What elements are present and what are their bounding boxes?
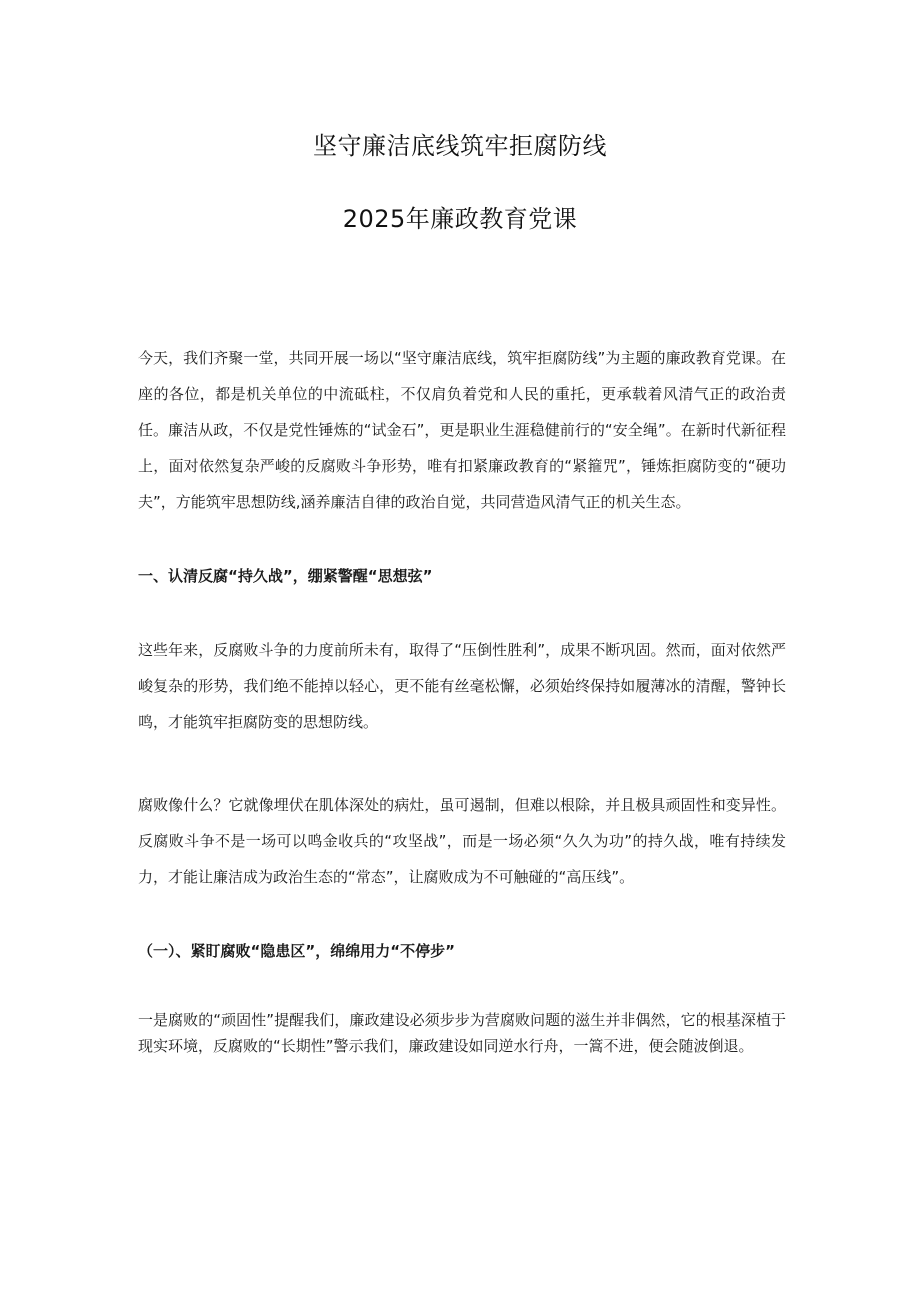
document-title: 坚守廉洁底线筑牢拒腐防线 [313,132,607,160]
document-subtitle: 2025年廉政教育党课 [342,205,578,233]
subsection1-paragraph: 一是腐败的“顽固性”提醒我们，廉政建设必须步步为营腐败问题的滋生并非偶然，它的根基深植于现实环境，反腐败的“长期性”警示我们，廉政建设如同逆水行舟，一篙不进，便会随波倒退。 [138,1011,786,1055]
section-heading-1: 一、认清反腐“持久战”，绷紧警醒“思想弦” [138,567,433,585]
document-body [138,340,786,1059]
intro-paragraph: 今天，我们齐聚一堂，共同开展一场以“坚守廉洁底线，筑牢拒腐防线”为主题的廉政教育党课。在座的各位，都是机关单位的中流砥柱，不仅肩负着党和人民的重托，更承载着风清气正的政治责任。廉洁从政，不仅是党性锤炼的“试金石”，更是职业生涯稳健前行的“安全绳”。在新时代新征程上，面对依然复杂严峻的反腐败斗争形势，唯有扣紧廉政教育的“紧箍咒”，锤炼拒腐防变的“硬功夫”，方能筑牢思想防线,涵养廉洁自律的政治自觉，共同营造风清气正的机关生态。 [138,349,786,511]
subsection-heading-1: （一）、紧盯腐败“隐患区”，绵绵用力“不停步” [138,942,455,960]
section1-paragraph-2: 腐败像什么？它就像埋伏在肌体深处的病灶，虽可遏制，但难以根除，并且极具顽固性和变异性。反腐败斗争不是一场可以鸣金收兵的“攻坚战”，而是一场必须“久久为功”的持久战，唯有持续发力，才能让廉洁成为政治生态的“常态”，让腐败成为不可触碰的“高压线”。 [138,796,786,886]
section1-paragraph-1: 这些年来，反腐败斗争的力度前所未有，取得了“压倒性胜利”，成果不断巩固。然而，面对依然严峻复杂的形势，我们绝不能掉以轻心，更不能有丝毫松懈，必须始终保持如履薄冰的清醒，警钟长鸣，才能筑牢拒腐防变的思想防线。 [138,641,786,731]
